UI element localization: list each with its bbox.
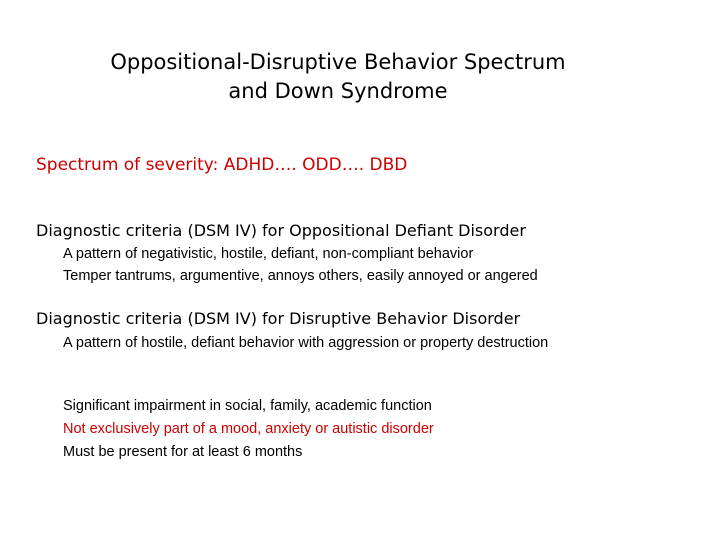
slide-title-line-1: Oppositional-Disruptive Behavior Spectrum [110, 50, 566, 74]
slide-title-line-2: and Down Syndrome [228, 79, 448, 103]
spectrum-of-severity: Spectrum of severity: ADHD…. ODD…. DBD [36, 155, 408, 175]
dbd-criteria-heading: Diagnostic criteria (DSM IV) for Disruptive Behavior Disorder [36, 309, 521, 328]
common-criterion-exclusion: Not exclusively part of a mood, anxiety or autistic disorder [63, 421, 434, 437]
odd-criterion-2: Temper tantrums, argumentive, annoys others, easily annoyed or angered [63, 268, 538, 284]
common-criterion-duration: Must be present for at least 6 months [63, 444, 303, 460]
odd-criterion-1: A pattern of negativistic, hostile, defiant, non-compliant behavior [63, 246, 474, 262]
odd-criteria-heading: Diagnostic criteria (DSM IV) for Oppositional Defiant Disorder [36, 221, 526, 240]
common-criterion-impairment: Significant impairment in social, family, academic function [63, 398, 432, 414]
slide-title [0, 48, 676, 106]
dbd-criterion-1: A pattern of hostile, defiant behavior with aggression or property destruction [63, 335, 549, 351]
